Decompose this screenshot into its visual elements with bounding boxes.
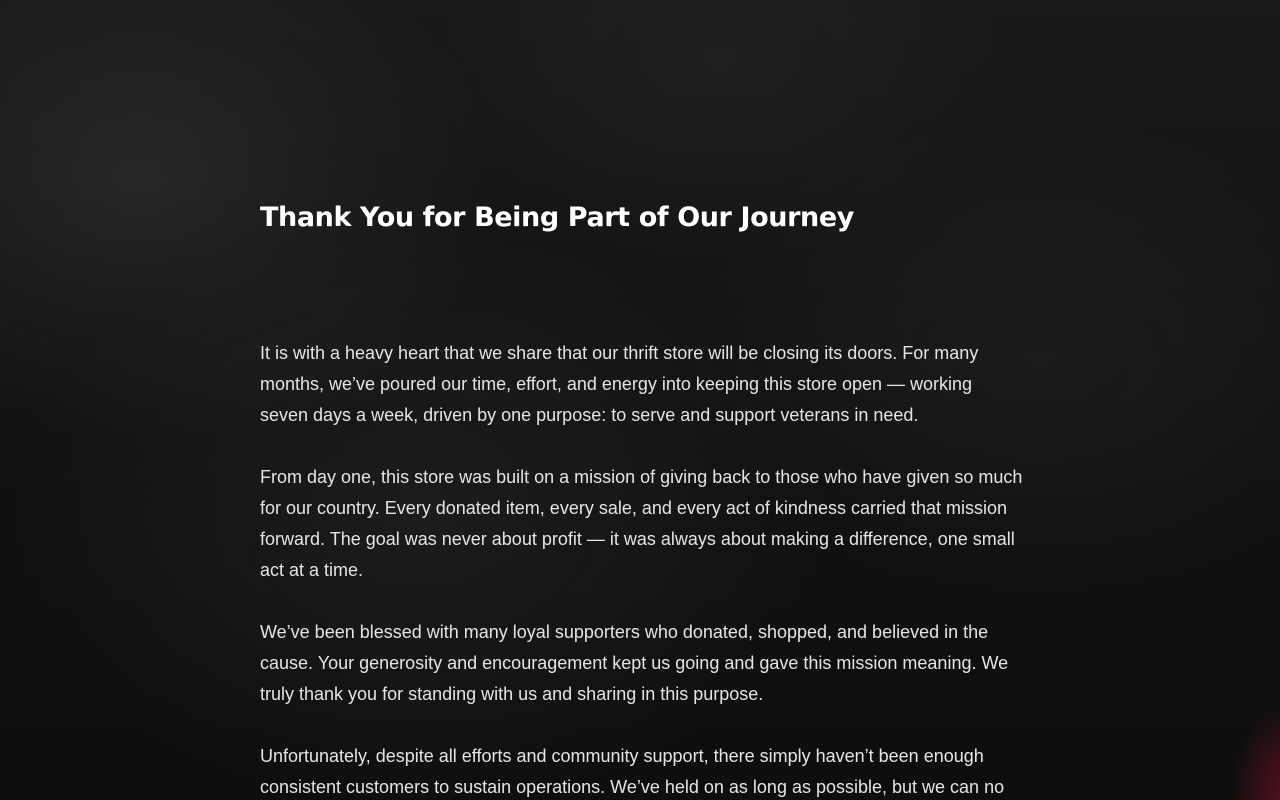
article-paragraph: It is with a heavy heart that we share that our thrift store will be closing its doors. For many months, we’ve poured our time, effort, and energy into keeping this store open — working seven days a week, driven by one purpose: to serve and support veterans in need. [260,343,979,425]
article-paragraph: Unfortunately, despite all efforts and community support, there simply haven’t been enough consistent customers to sustain operations. We’ve held on as long as possible, but we can no [260,746,1005,797]
article-paragraph: We’ve been blessed with many loyal supporters who donated, shopped, and believed in the cause. Your generosity and encouragement kept us going and gave this mission meaning. We truly thank you for standing with us and sharing in this purpose. [260,622,1009,704]
decorative-accent [1230,700,1280,800]
article-paragraph: From day one, this store was built on a mission of giving back to those who have given so much for our country. Every donated item, every sale, and every act of kindness carried that mission forward. The goal was never about profit — it was always about making a difference, one small act at a time. [260,467,1023,580]
article-content [260,196,1025,800]
page-title: Thank You for Being Part of Our Journey [260,202,854,233]
